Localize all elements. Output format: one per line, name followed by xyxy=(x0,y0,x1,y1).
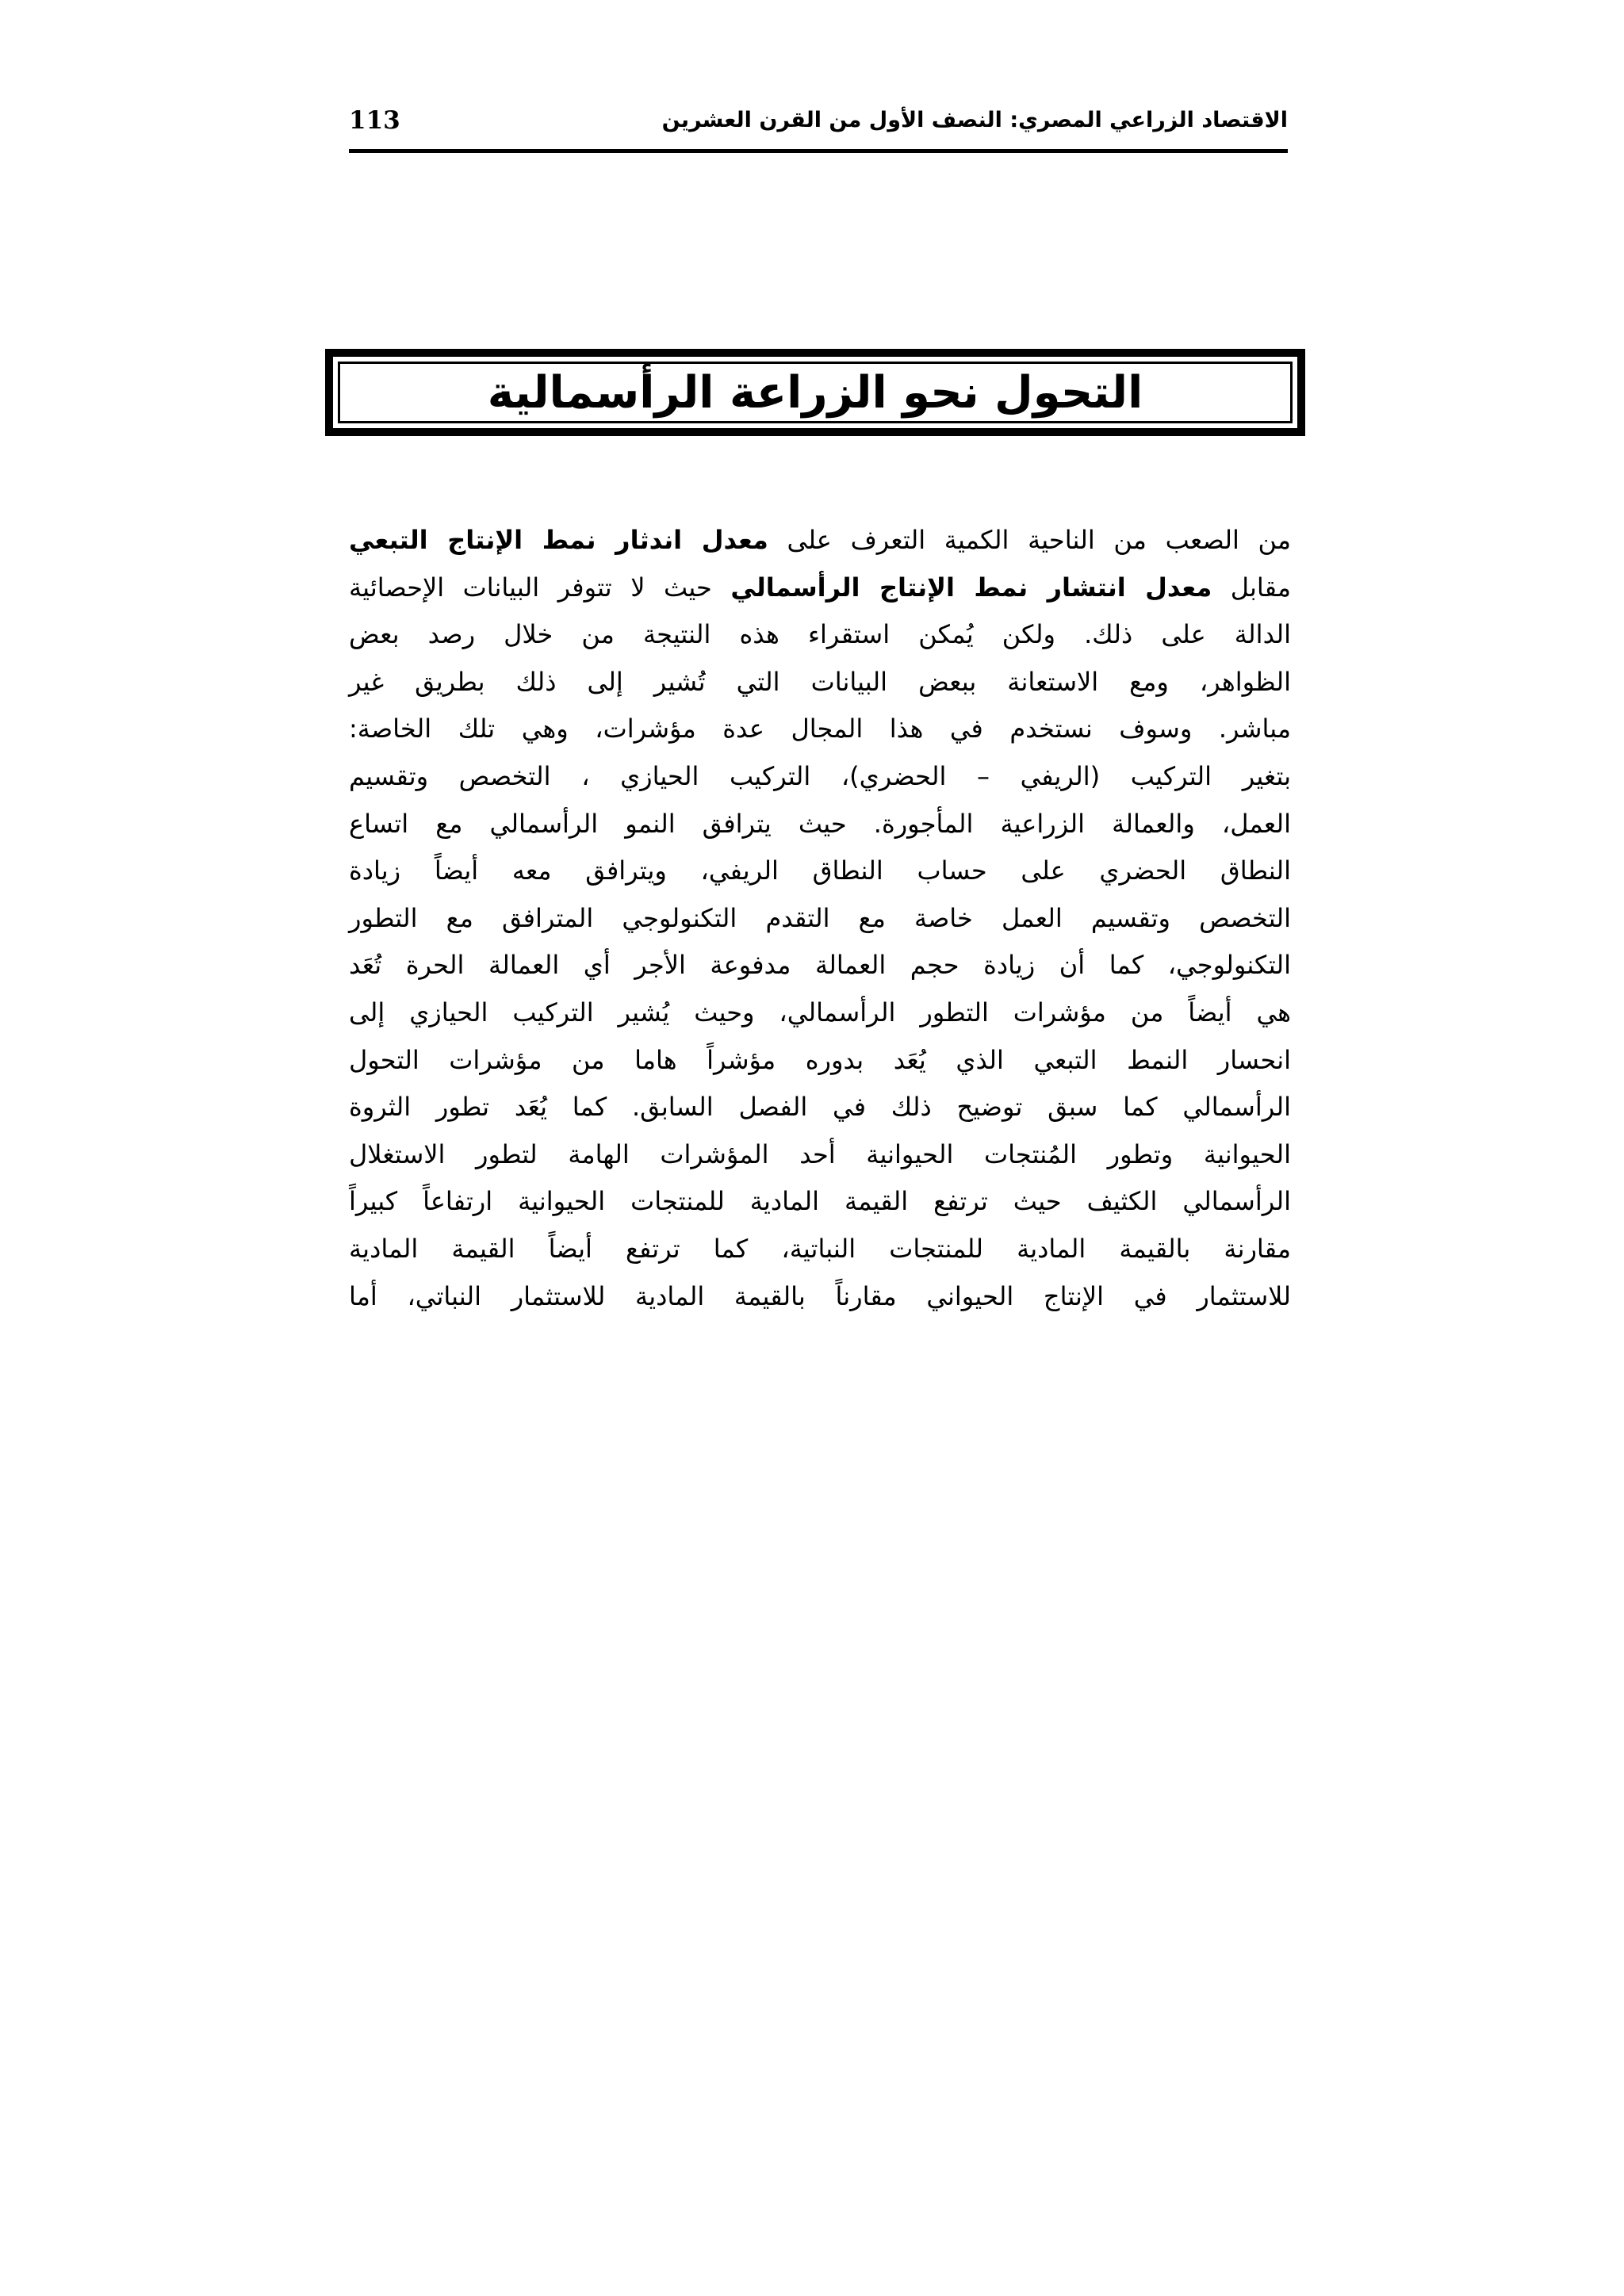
line-2-text-start: مقابل xyxy=(1212,572,1292,603)
paragraph-line-16: مقارنة بالقيمة المادية للمنتجات النباتية، كما ترتفع أيضاً القيمة المادية xyxy=(349,1233,1291,1264)
paragraph-line-3: الدالة على ذلك. ولكن يُمكن استقراء هذه النتيجة من خلال رصد بعض xyxy=(349,619,1291,650)
body-paragraph xyxy=(349,517,1291,1320)
paragraph-line-11: هي أيضاً من مؤشرات التطور الرأسمالي، وحيث يُشير التركيب الحيازي إلى xyxy=(349,997,1291,1027)
paragraph-line-7: العمل، والعمالة الزراعية المأجورة. حيث يترافق النمو الرأسمالي مع اتساع xyxy=(349,808,1291,839)
running-title: الاقتصاد الزراعي المصري: النصف الأول من القرن العشرين xyxy=(661,108,1288,132)
paragraph-line-17: للاستثمار في الإنتاج الحيواني مقارناً بالقيمة المادية للاستثمار النباتي، أما xyxy=(349,1280,1291,1311)
paragraph-line-10: التكنولوجي، كما أن زيادة حجم العمالة مدفوعة الأجر أي العمالة الحرة تُعَد xyxy=(349,950,1291,981)
paragraph-line-9: التخصص وتقسيم العمل خاصة مع التقدم التكنولوجي المترافق مع التطور xyxy=(349,902,1291,933)
paragraph-line-13: الرأسمالي كما سبق توضيح ذلك في الفصل السابق. كما يُعَد تطور الثروة xyxy=(349,1092,1291,1123)
paragraph-line-8: النطاق الحضري على حساب النطاق الريفي، ويترافق معه أيضاً زيادة xyxy=(349,855,1291,886)
running-header xyxy=(349,101,1288,153)
paragraph-line-1 xyxy=(349,517,1291,564)
chapter-title-frame xyxy=(325,349,1305,436)
paragraph-line-6: بتغير التركيب (الريفي – الحضري)، التركيب الحيازي ، التخصص وتقسيم xyxy=(349,760,1291,791)
line-1-bold-phrase: معدل اندثار نمط الإنتاج التبعي xyxy=(349,525,768,555)
paragraph-line-12: انحسار النمط التبعي الذي يُعَد بدوره مؤشراً هاما من مؤشرات التحول xyxy=(349,1044,1291,1075)
paragraph-line-5: مباشر. وسوف نستخدم في هذا المجال عدة مؤشرات، وهي تلك الخاصة: xyxy=(349,714,1291,744)
paragraph-line-15: الرأسمالي الكثيف حيث ترتفع القيمة المادية للمنتجات الحيوانية ارتفاعاً كبيراً xyxy=(349,1186,1291,1217)
paragraph-line-4: الظواهر، ومع الاستعانة ببعض البيانات التي تُشير إلى ذلك بطريق غير xyxy=(349,666,1291,697)
line-2-bold-phrase: معدل انتشار نمط الإنتاج الرأسمالي xyxy=(730,572,1212,603)
chapter-title-inner-border xyxy=(338,362,1293,423)
chapter-title: التحول نحو الزراعة الرأسمالية xyxy=(487,366,1143,419)
paragraph-line-14: الحيوانية وتطور المُنتجات الحيوانية أحد المؤشرات الهامة لتطور الاستغلال xyxy=(349,1138,1291,1169)
page-number: 113 xyxy=(349,106,400,135)
line-1-text: من الصعب من الناحية الكمية التعرف على xyxy=(768,525,1292,555)
line-2-text-end: حيث لا تتوفر البيانات الإحصائية xyxy=(349,572,731,603)
paragraph-line-2 xyxy=(349,564,1291,612)
